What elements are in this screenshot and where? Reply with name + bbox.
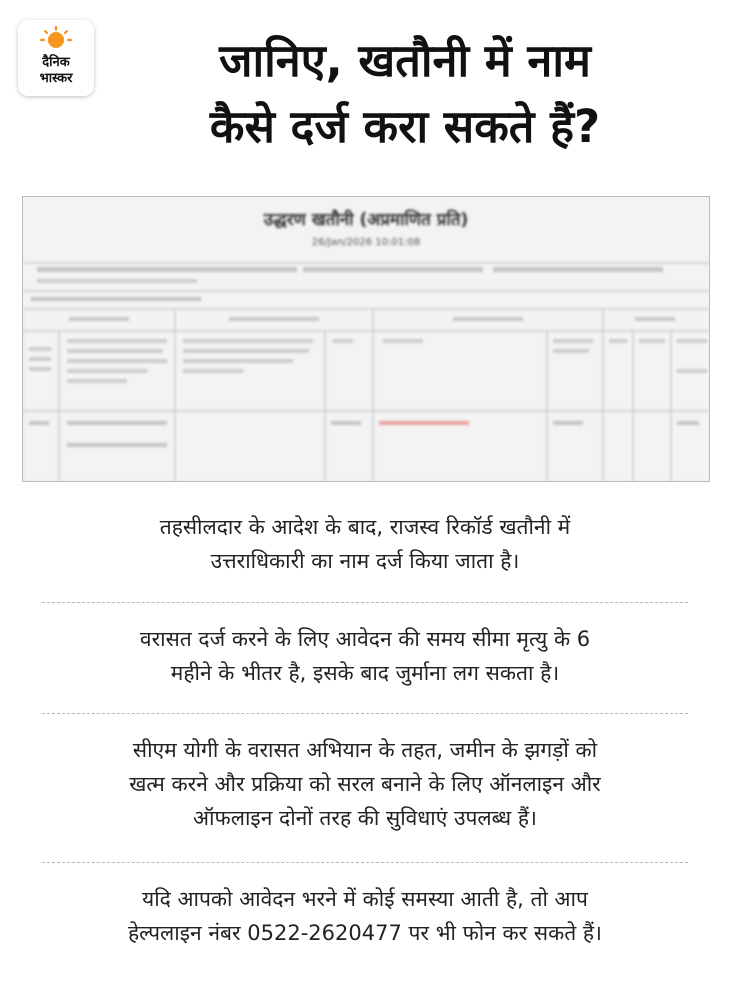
headline-line-2: कैसे दर्ज करा सकते हैं? [209, 100, 601, 153]
logo-text-line1: दैनिक [42, 55, 70, 70]
point-3-line-1: सीएम योगी के वरासत अभियान के तहत, जमीन के झगड़ों को [132, 738, 598, 762]
dainik-bhaskar-logo [18, 20, 94, 96]
point-4-line-2: हेल्पलाइन नंबर 0522-2620477 पर भी फोन कर सकते हैं। [127, 921, 603, 945]
info-point-4 [40, 882, 690, 950]
point-4-line-1: यदि आपको आवेदन भरने में कोई समस्या आती है, तो आप [142, 887, 588, 911]
point-1-line-1: तहसीलदार के आदेश के बाद, राजस्व रिकॉर्ड खतौनी में [159, 515, 571, 539]
divider [42, 862, 688, 863]
divider [42, 713, 688, 714]
point-1-line-2: उत्तराधिकारी का नाम दर्ज किया जाता है। [210, 549, 520, 573]
info-point-1 [40, 510, 690, 578]
headline [100, 28, 710, 160]
khatauni-document-image [22, 196, 710, 482]
point-2-line-2: महीने के भीतर है, इसके बाद जुर्माना लग सकता है। [170, 661, 560, 685]
divider [42, 602, 688, 603]
info-point-3 [40, 733, 690, 835]
point-3-line-3: ऑफलाइन दोनों तरह की सुविधाएं उपलब्ध हैं। [193, 806, 537, 830]
info-point-2 [40, 622, 690, 690]
logo-text-line2: भास्कर [39, 71, 73, 86]
document-date: 26/Jan/2026 10:01:08 [311, 237, 421, 248]
document-title: उद्धरण खतौनी (अप्रमाणित प्रति) [263, 210, 469, 230]
logo-graphic [23, 25, 89, 91]
sun-icon [41, 27, 71, 48]
headline-line-1: जानिए, खतौनी में नाम [219, 34, 591, 87]
point-3-line-2: खत्म करने और प्रक्रिया को सरल बनाने के लिए ऑनलाइन और [129, 772, 601, 796]
point-2-line-1: वरासत दर्ज करने के लिए आवेदन की समय सीमा मृत्यु के 6 [139, 627, 591, 651]
